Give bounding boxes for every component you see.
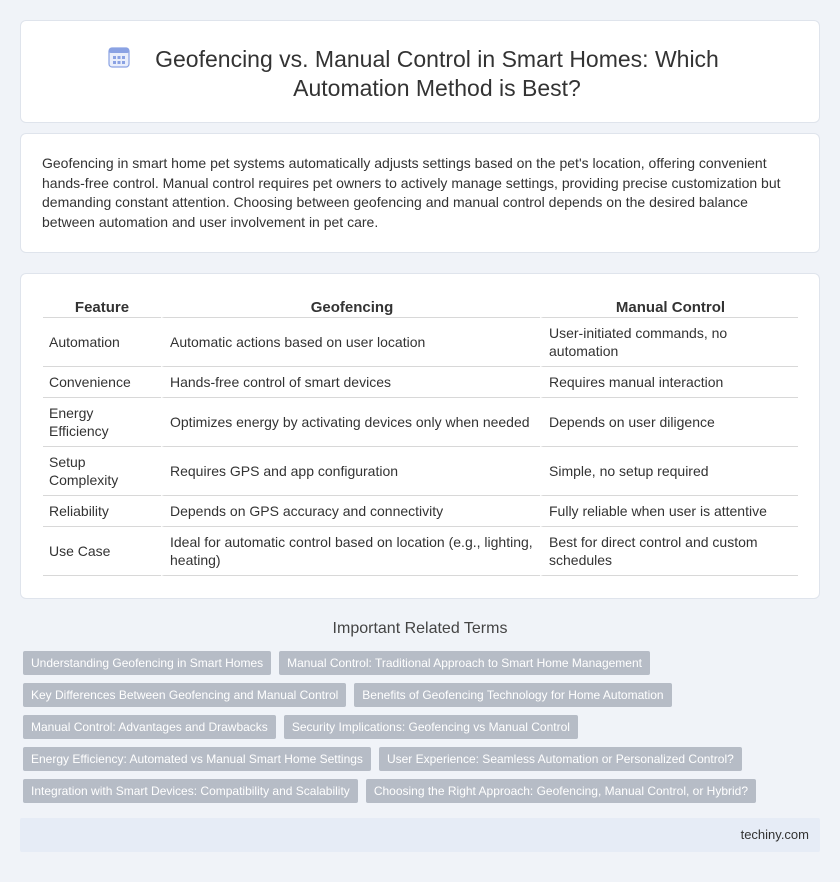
table-cell: User-initiated commands, no automation (540, 318, 798, 367)
related-terms-list (23, 651, 803, 811)
related-term-tag[interactable]: Benefits of Geofencing Technology for Home Automation (354, 683, 671, 707)
table-header-row (43, 296, 798, 318)
table-cell: Automatic actions based on user location (161, 318, 540, 367)
related-term-tag[interactable]: Manual Control: Traditional Approach to Smart Home Management (279, 651, 650, 675)
tag-row (23, 683, 803, 707)
table-cell: Simple, no setup required (540, 447, 798, 496)
related-term-tag[interactable]: User Experience: Seamless Automation or Personalized Control? (379, 747, 742, 771)
table-row (43, 447, 798, 496)
header-feature: Feature (43, 296, 161, 318)
table-row (43, 496, 798, 527)
tag-row (23, 651, 803, 675)
comparison-table-card (20, 273, 820, 599)
related-term-tag[interactable]: Manual Control: Advantages and Drawbacks (23, 715, 276, 739)
table-cell: Ideal for automatic control based on location (e.g., lighting, heating) (161, 527, 540, 576)
related-terms-title: Important Related Terms (332, 620, 508, 637)
table-cell: Convenience (43, 367, 161, 398)
table-row (43, 527, 798, 576)
table-cell: Optimizes energy by activating devices only when needed (161, 398, 540, 447)
tag-row (23, 747, 803, 771)
tag-row (23, 715, 803, 739)
table-cell: Depends on user diligence (540, 398, 798, 447)
related-term-tag[interactable]: Energy Efficiency: Automated vs Manual Smart Home Settings (23, 747, 371, 771)
related-term-tag[interactable]: Understanding Geofencing in Smart Homes (23, 651, 271, 675)
related-term-tag[interactable]: Integration with Smart Devices: Compatibility and Scalability (23, 779, 358, 803)
table-cell: Requires manual interaction (540, 367, 798, 398)
table-cell: Fully reliable when user is attentive (540, 496, 798, 527)
tag-row (23, 779, 803, 803)
table-cell: Energy Efficiency (43, 398, 161, 447)
related-term-tag[interactable]: Security Implications: Geofencing vs Manual Control (284, 715, 578, 739)
table-cell: Requires GPS and app configuration (161, 447, 540, 496)
comparison-table (43, 296, 798, 576)
table-cell: Hands-free control of smart devices (161, 367, 540, 398)
footer-site-link[interactable]: techiny.com (740, 827, 809, 842)
table-cell: Automation (43, 318, 161, 367)
footer (20, 818, 820, 852)
related-term-tag[interactable]: Key Differences Between Geofencing and Manual Control (23, 683, 346, 707)
table-row (43, 318, 798, 367)
table-row (43, 398, 798, 447)
table-row (43, 367, 798, 398)
page-title: Geofencing vs. Manual Control in Smart Homes: Which Automation Method is Best? (155, 46, 719, 101)
header-manual-control: Manual Control (540, 296, 798, 318)
summary-card (20, 133, 820, 253)
summary-text: Geofencing in smart home pet systems automatically adjusts settings based on the pet's location, offering convenient hands-free control. Manual control requires pet owners to actively manage settings, providing precise customization but demanding constant attention. Choosing between geofencing and manual control depends on the desired balance between automation and user involvement in pet care. (42, 155, 781, 230)
title-card (20, 20, 820, 123)
table-cell: Use Case (43, 527, 161, 576)
related-term-tag[interactable]: Choosing the Right Approach: Geofencing, Manual Control, or Hybrid? (366, 779, 756, 803)
table-cell: Depends on GPS accuracy and connectivity (161, 496, 540, 527)
table-cell: Best for direct control and custom schedules (540, 527, 798, 576)
header-geofencing: Geofencing (161, 296, 540, 318)
table-cell: Setup Complexity (43, 447, 161, 496)
table-cell: Reliability (43, 496, 161, 527)
